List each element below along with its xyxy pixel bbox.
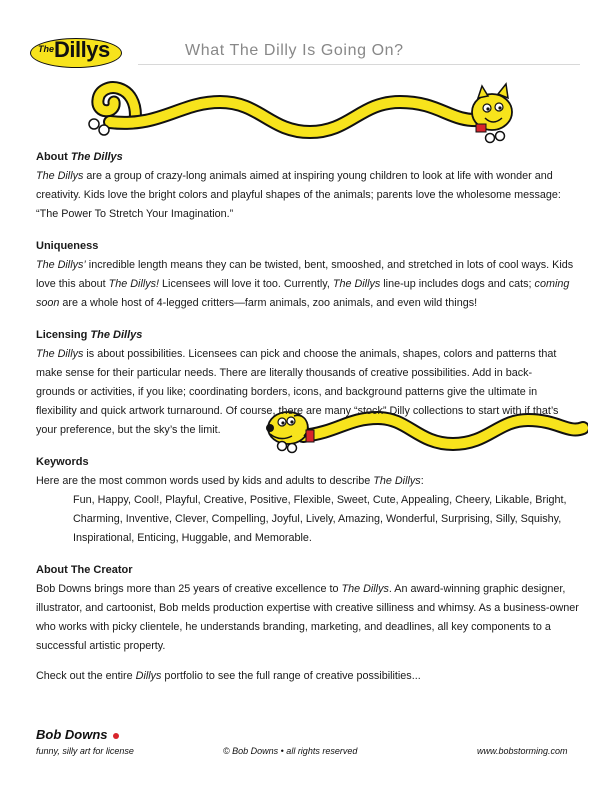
section-heading: Uniqueness (36, 240, 99, 252)
footer-website[interactable]: www.bobstorming.com (477, 746, 568, 756)
section-closing (36, 667, 581, 686)
footer-name: Bob Downs (36, 727, 119, 742)
section-about (36, 148, 581, 224)
red-dot-icon (113, 733, 119, 739)
page-title: What The Dilly Is Going On? (185, 42, 404, 59)
section-heading: About The Creator (36, 564, 133, 576)
closing-line: Check out the entire Dillys portfolio to see the full range of creative possibilities... (36, 670, 421, 682)
section-creator (36, 561, 581, 656)
title-divider (138, 64, 580, 65)
section-licensing (36, 326, 566, 440)
keywords-intro: Here are the most common words used by kids and adults to describe The Dillys: (36, 475, 424, 487)
logo-name: Dillys (54, 37, 110, 62)
section-keywords (36, 453, 581, 548)
footer-copyright: © Bob Downs • all rights reserved (223, 746, 358, 756)
cat-head (472, 84, 512, 143)
footer-tagline: funny, silly art for license (36, 746, 134, 756)
section-body: The Dillys is about possibilities. Licensees can pick and choose the animals, shapes, colors and patterns that make sense for their particular needs. There are literally thousands of creative possibilities. Add in back-grounds or activities, if you like; coordinating borders, icons, and background patterns give the ultimate in flexibility and quick artwork turnaround. Of course, there are many “stock” Dilly collections to start with if that’s your preference, but the sky’s the limit. (36, 348, 559, 436)
section-body: Bob Downs brings more than 25 years of creative excellence to The Dillys. An award-winning graphic designer, illustrator, and cartoonist, Bob melds production expertise with creative silliness and whimsy. As a business-owner who works with picky clientele, he understands branding, marketing, and deadlines, all key components to a successful artistic property. (36, 583, 579, 652)
section-body: The Dillys’ incredible length means they can be twisted, bent, smooshed, and stretched in lots of cool ways. Kids love this about The Dillys! Licensees will love it too. Currently, The Dillys line-up includes dogs and cats; coming soon are a whole host of 4-legged critters—farm animals, zoo animals, and even wild things! (36, 259, 574, 309)
section-uniqueness (36, 237, 581, 313)
cat-dilly-illustration (80, 72, 520, 154)
section-heading: Keywords (36, 456, 89, 468)
logo-prefix: The (38, 44, 55, 54)
dillys-logo (30, 34, 122, 68)
section-heading: About The Dillys (36, 151, 123, 163)
keywords-list: Fun, Happy, Cool!, Playful, Creative, Positive, Flexible, Sweet, Cute, Appealing, Cheery, Likable, Bright, Charming, Inventive, Clever, Compelling, Joyful, Lively, Amazing, Wonderful, Surprising, Silly, Squishy, Inspirational, Enticing, Huggable, and Memorable. (73, 494, 567, 544)
section-heading: Licensing The Dillys (36, 329, 143, 341)
cat-body (98, 88, 480, 132)
section-body: The Dillys are a group of crazy-long animals aimed at inspiring young children to look at life with wonder and creativity. Kids love the bright colors and playful shapes of the animals; parents love the wholesome message: “The Power To Stretch Your Imagination.” (36, 170, 561, 220)
